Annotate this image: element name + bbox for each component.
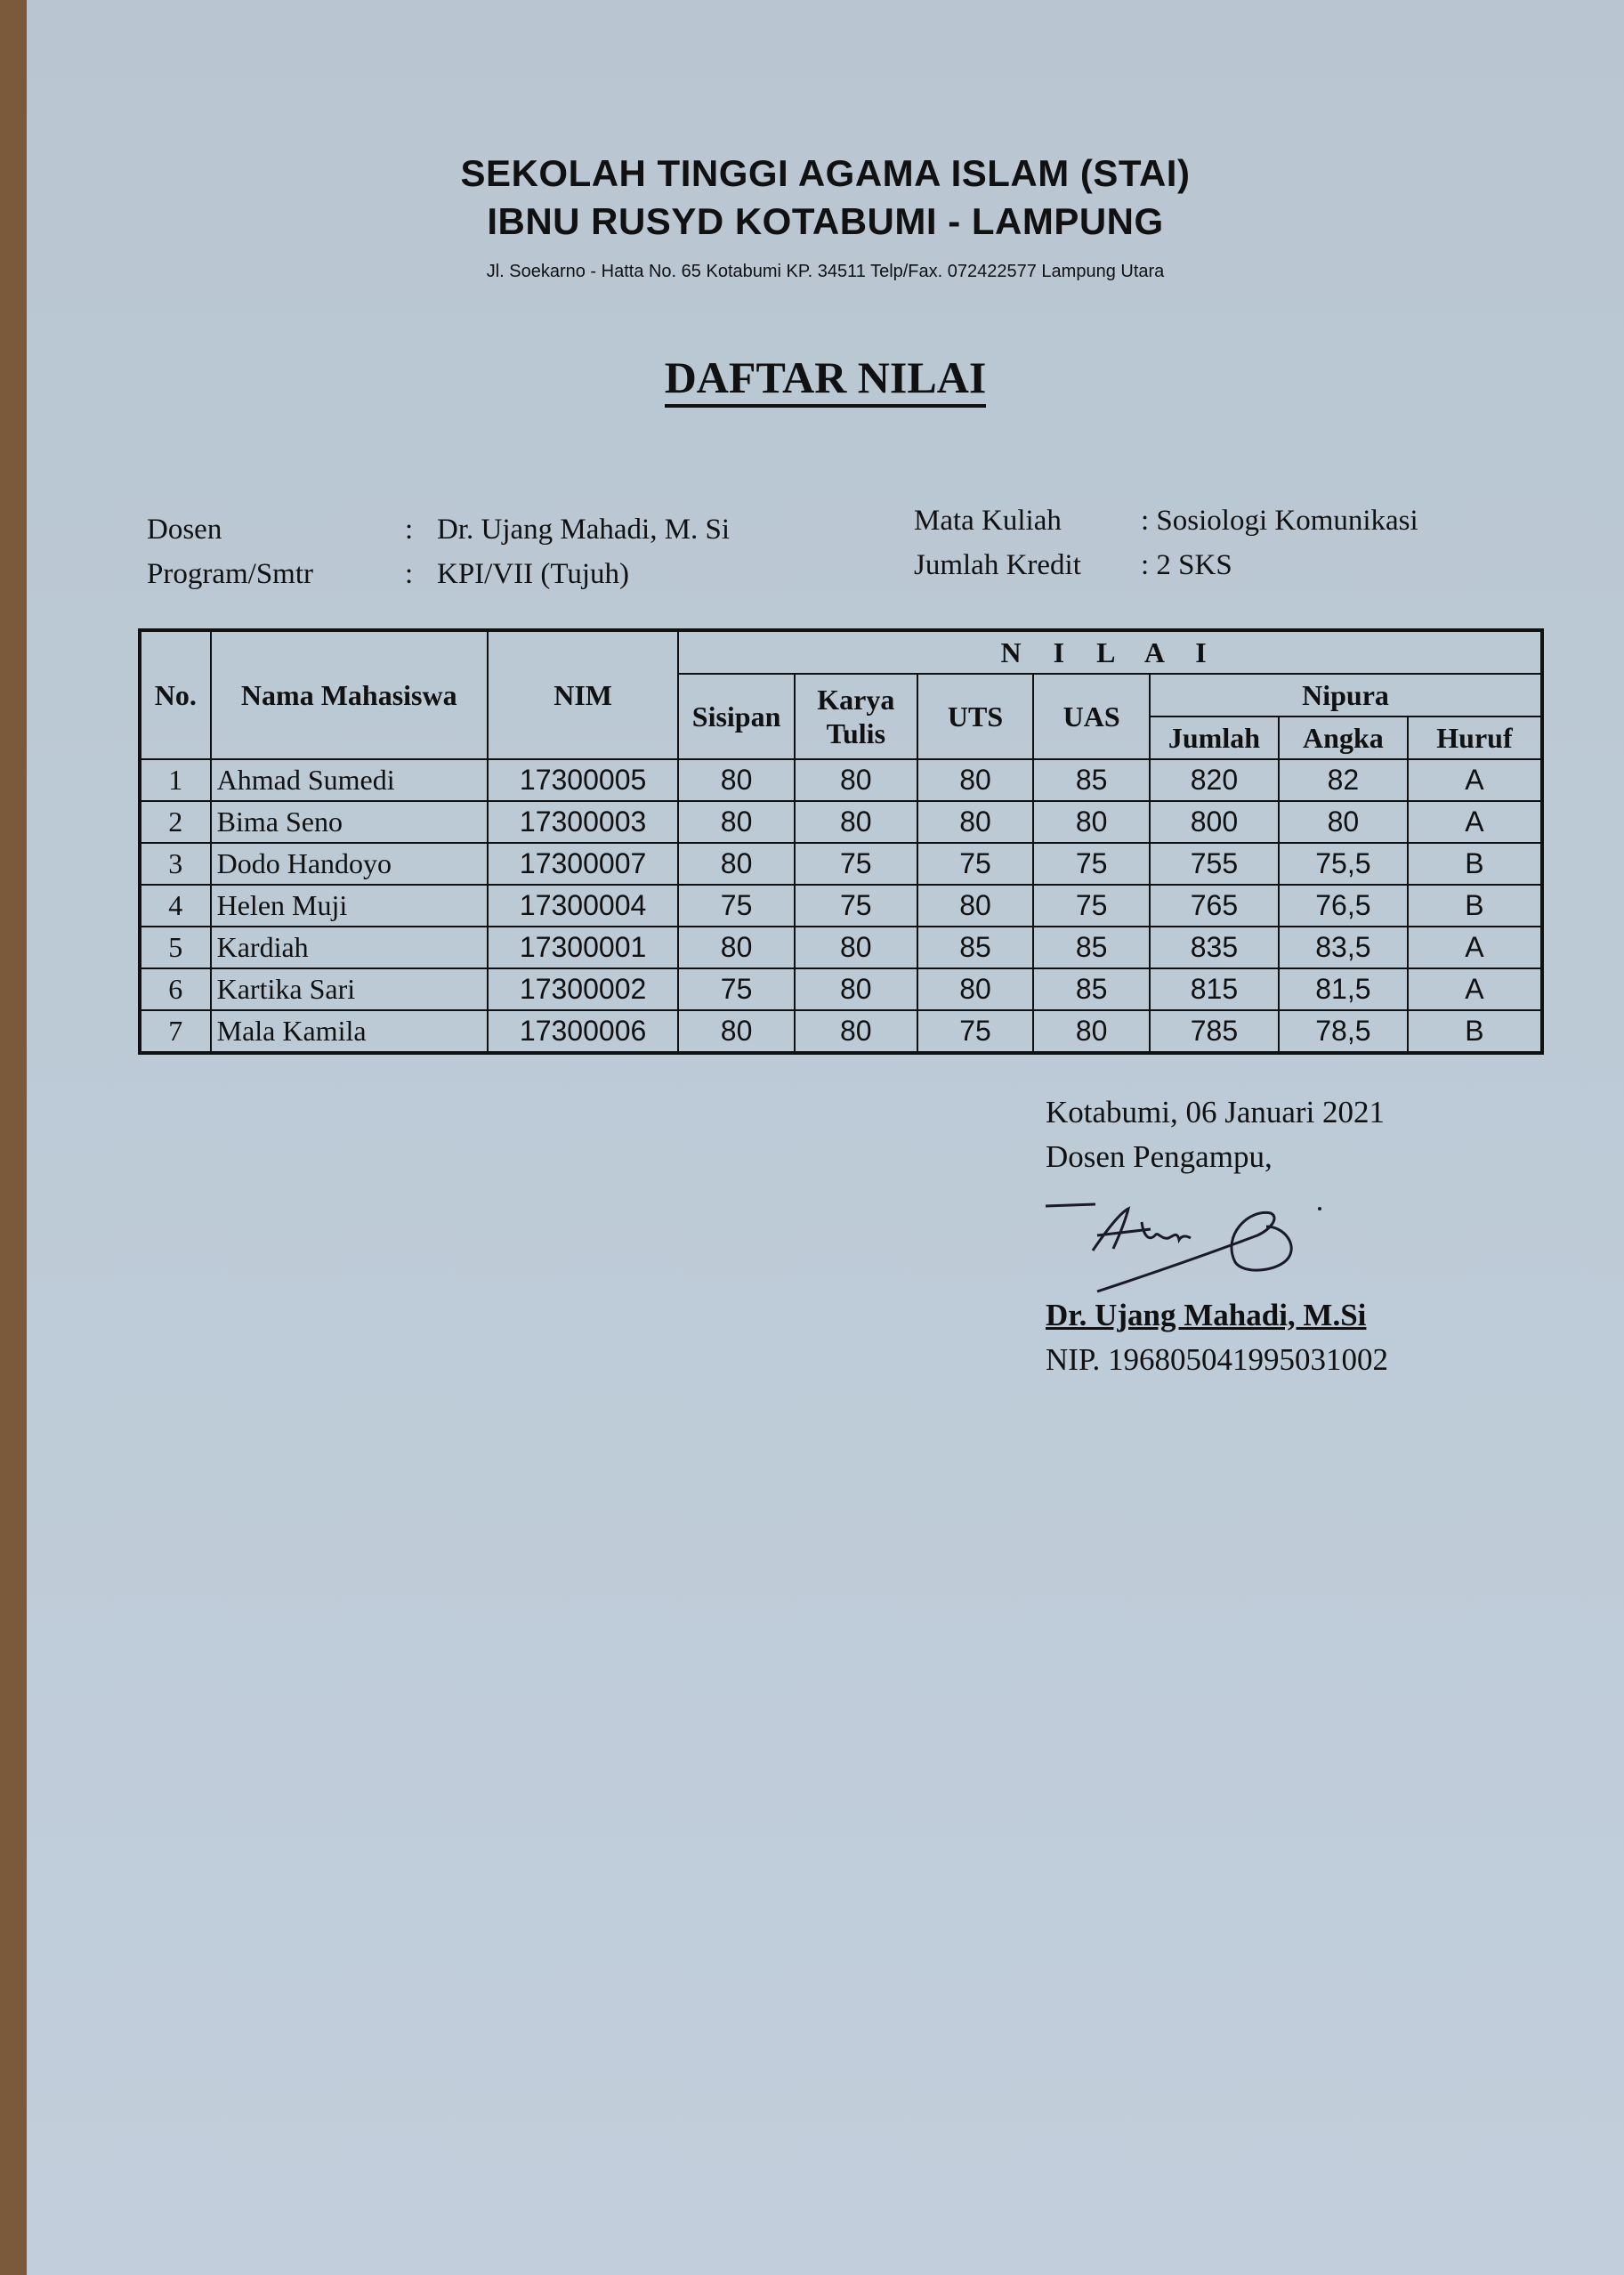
cell-uas: 75 — [1033, 885, 1150, 927]
cell-uts: 80 — [917, 968, 1034, 1010]
cell-angka: 83,5 — [1279, 927, 1408, 968]
signer-name: Dr. Ujang Mahadi, M.Si — [1046, 1298, 1367, 1332]
cell-uts: 75 — [917, 843, 1034, 885]
cell-jumlah: 765 — [1150, 885, 1279, 927]
meta-right — [914, 498, 1418, 587]
cell-sisipan: 80 — [678, 759, 795, 801]
cell-jumlah: 785 — [1150, 1010, 1279, 1053]
header-angka: Angka — [1279, 717, 1408, 759]
cell-jumlah: 835 — [1150, 927, 1279, 968]
header-jumlah: Jumlah — [1150, 717, 1279, 759]
cell-huruf: A — [1408, 801, 1542, 843]
cell-karya-tulis: 80 — [795, 759, 917, 801]
cell-nim: 17300005 — [488, 759, 678, 801]
cell-nim: 17300001 — [488, 927, 678, 968]
cell-uas: 85 — [1033, 927, 1150, 968]
cell-angka: 78,5 — [1279, 1010, 1408, 1053]
signature-block — [1046, 1090, 1388, 1382]
header-nipura: Nipura — [1150, 674, 1542, 717]
cell-uas: 85 — [1033, 759, 1150, 801]
cell-name: Mala Kamila — [211, 1010, 488, 1053]
cell-angka: 76,5 — [1279, 885, 1408, 927]
cell-sisipan: 80 — [678, 1010, 795, 1053]
cell-angka: 80 — [1279, 801, 1408, 843]
meta-jumlah-kredit: Jumlah Kredit : 2 SKS — [914, 549, 1232, 581]
header-huruf: Huruf — [1408, 717, 1542, 759]
cell-name: Ahmad Sumedi — [211, 759, 488, 801]
cell-nim: 17300004 — [488, 885, 678, 927]
meta-mata-kuliah: Mata Kuliah : Sosiologi Komunikasi — [914, 505, 1418, 537]
cell-karya-tulis: 80 — [795, 968, 917, 1010]
meta-dosen: Dosen : Dr. Ujang Mahadi, M. Si — [147, 514, 731, 546]
table-row — [140, 759, 1542, 801]
table-row — [140, 885, 1542, 927]
cell-karya-tulis: 75 — [795, 885, 917, 927]
cell-name: Helen Muji — [211, 885, 488, 927]
signer-nip: NIP. 196805041995031002 — [1046, 1342, 1389, 1377]
institution-address: Jl. Soekarno - Hatta No. 65 Kotabumi KP. 34511 Telp/Fax. 072422577 Lampung Utara — [486, 262, 1165, 281]
document-page — [27, 0, 1624, 2275]
cell-name: Kartika Sari — [211, 968, 488, 1010]
cell-huruf: A — [1408, 968, 1542, 1010]
header-nim: NIM — [488, 630, 678, 759]
table-row — [140, 927, 1542, 968]
cell-jumlah: 815 — [1150, 968, 1279, 1010]
meta-left — [147, 507, 730, 596]
cell-nim: 17300003 — [488, 801, 678, 843]
table-row — [140, 968, 1542, 1010]
cell-uts: 75 — [917, 1010, 1034, 1053]
cell-no: 2 — [140, 801, 211, 843]
cell-angka: 75,5 — [1279, 843, 1408, 885]
cell-huruf: A — [1408, 927, 1542, 968]
header-name: Nama Mahasiswa — [211, 630, 488, 759]
cell-karya-tulis: 75 — [795, 843, 917, 885]
cell-angka: 82 — [1279, 759, 1408, 801]
cell-jumlah: 800 — [1150, 801, 1279, 843]
document-title: DAFTAR NILAI — [27, 352, 1624, 403]
cell-uts: 80 — [917, 759, 1034, 801]
grades-table — [138, 628, 1544, 1055]
institution-name-line1: SEKOLAH TINGGI AGAMA ISLAM (STAI) — [460, 152, 1191, 194]
header-sisipan: Sisipan — [678, 674, 795, 759]
cell-huruf: B — [1408, 885, 1542, 927]
header-nilai: N I L A I — [678, 630, 1542, 674]
cell-jumlah: 820 — [1150, 759, 1279, 801]
cell-uas: 80 — [1033, 801, 1150, 843]
institution-name-line2: IBNU RUSYD KOTABUMI - LAMPUNG — [487, 200, 1164, 242]
cell-sisipan: 80 — [678, 843, 795, 885]
cell-uas: 85 — [1033, 968, 1150, 1010]
letterhead — [27, 150, 1624, 282]
cell-huruf: A — [1408, 759, 1542, 801]
cell-name: Dodo Handoyo — [211, 843, 488, 885]
handwritten-signature — [1044, 1186, 1346, 1293]
cell-karya-tulis: 80 — [795, 927, 917, 968]
cell-no: 1 — [140, 759, 211, 801]
header-no: No. — [140, 630, 211, 759]
cell-no: 6 — [140, 968, 211, 1010]
header-karya-tulis: Karya Tulis — [795, 674, 917, 759]
cell-uts: 80 — [917, 801, 1034, 843]
cell-name: Kardiah — [211, 927, 488, 968]
cell-huruf: B — [1408, 843, 1542, 885]
cell-uas: 75 — [1033, 843, 1150, 885]
header-uts: UTS — [917, 674, 1034, 759]
cell-jumlah: 755 — [1150, 843, 1279, 885]
cell-no: 7 — [140, 1010, 211, 1053]
cell-no: 4 — [140, 885, 211, 927]
cell-uts: 85 — [917, 927, 1034, 968]
cell-karya-tulis: 80 — [795, 801, 917, 843]
table-row — [140, 801, 1542, 843]
cell-angka: 81,5 — [1279, 968, 1408, 1010]
cell-nim: 17300002 — [488, 968, 678, 1010]
cell-nim: 17300006 — [488, 1010, 678, 1053]
meta-program: Program/Smtr : KPI/VII (Tujuh) — [147, 558, 630, 590]
cell-uas: 80 — [1033, 1010, 1150, 1053]
signer-role: Dosen Pengampu, — [1046, 1139, 1273, 1174]
cell-sisipan: 75 — [678, 885, 795, 927]
cell-sisipan: 75 — [678, 968, 795, 1010]
table-row — [140, 843, 1542, 885]
cell-no: 5 — [140, 927, 211, 968]
header-uas: UAS — [1033, 674, 1150, 759]
cell-sisipan: 80 — [678, 927, 795, 968]
cell-sisipan: 80 — [678, 801, 795, 843]
cell-huruf: B — [1408, 1010, 1542, 1053]
cell-uts: 80 — [917, 885, 1034, 927]
place-date: Kotabumi, 06 Januari 2021 — [1046, 1095, 1386, 1129]
cell-nim: 17300007 — [488, 843, 678, 885]
cell-name: Bima Seno — [211, 801, 488, 843]
cell-karya-tulis: 80 — [795, 1010, 917, 1053]
table-row — [140, 1010, 1542, 1053]
cell-no: 3 — [140, 843, 211, 885]
